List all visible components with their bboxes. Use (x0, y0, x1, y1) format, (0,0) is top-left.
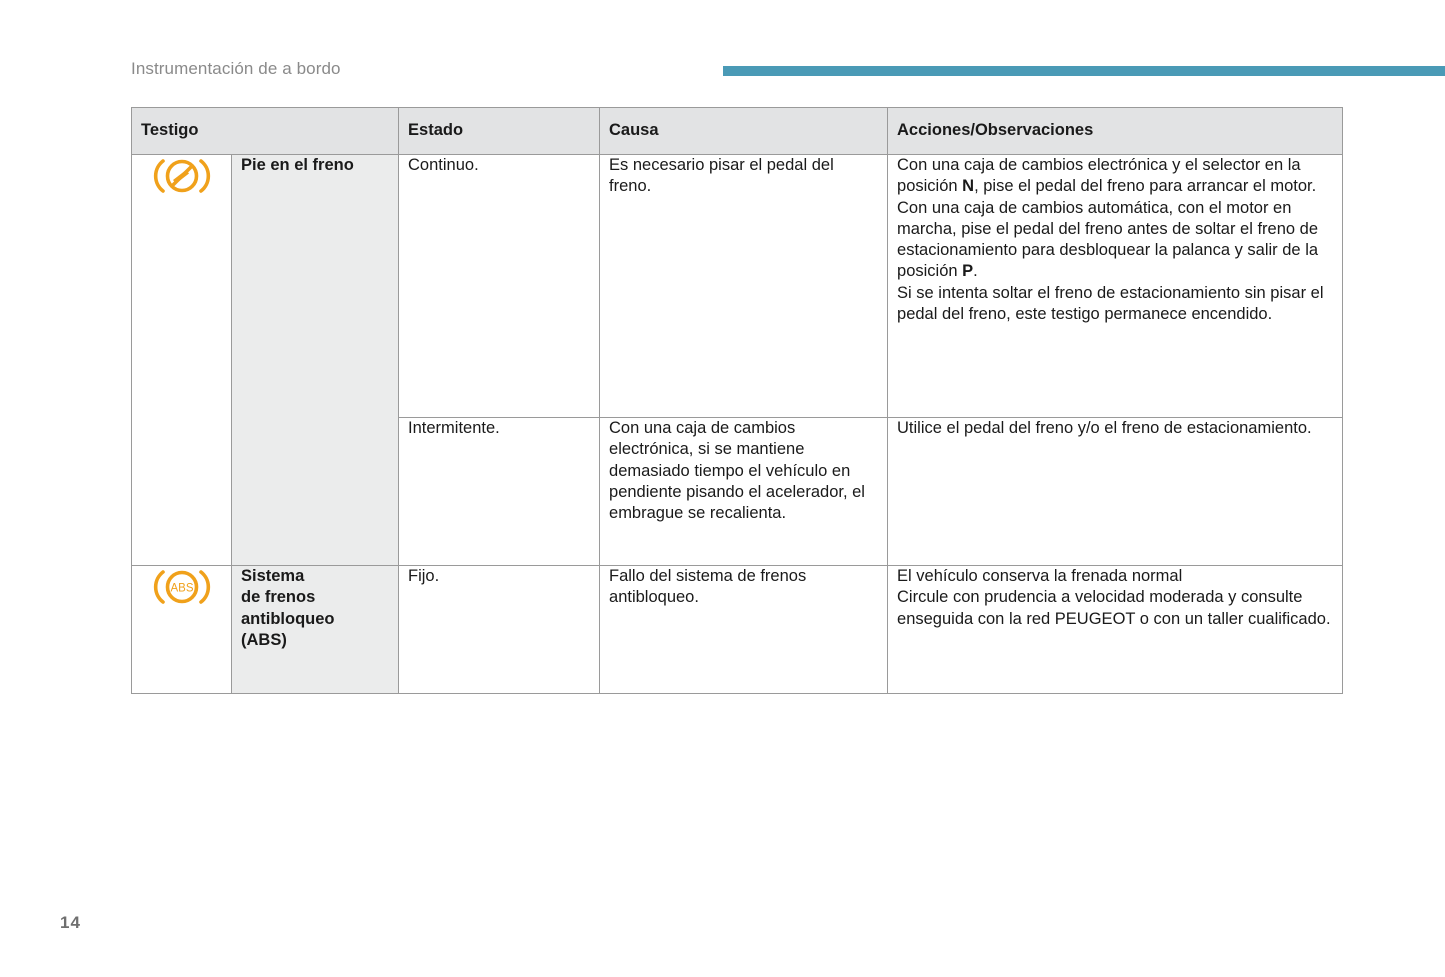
section-title: Instrumentación de a bordo (131, 59, 341, 78)
lamp-name: Pie en el freno (232, 155, 399, 566)
estado-cell: Fijo. (399, 566, 600, 694)
estado-cell: Continuo. (399, 155, 600, 418)
warning-lamps-table (131, 107, 1343, 694)
acciones-paragraph (897, 198, 1333, 283)
acciones-text: , pise el pedal del freno para arrancar el motor. (974, 177, 1317, 196)
lamp-name (232, 566, 399, 694)
lamp-icon-cell (132, 566, 232, 694)
abs-icon-label: ABS (169, 582, 194, 595)
acciones-cell (888, 155, 1343, 418)
lamp-name-line: antibloqueo (241, 609, 335, 628)
selector-position-n: N (962, 177, 975, 196)
causa-cell: Es necesario pisar el pedal del freno. (600, 155, 888, 418)
column-header-acciones: Acciones/Observaciones (888, 108, 1343, 155)
lamp-icon-cell (132, 155, 232, 566)
acciones-text: Con una caja de cambios electrónica y el selector en la posición (897, 156, 1301, 196)
lamp-name-line: (ABS) (241, 630, 287, 649)
acciones-cell: Utilice el pedal del freno y/o el freno de estacionamiento. (888, 418, 1343, 566)
page-number: 14 (60, 913, 81, 932)
table-row (132, 566, 1343, 694)
causa-cell: Fallo del sistema de frenos antibloqueo. (600, 566, 888, 694)
estado-cell: Intermitente. (399, 418, 600, 566)
lamp-name-line: de frenos (241, 588, 316, 607)
column-header-testigo: Testigo (132, 108, 399, 155)
column-header-causa: Causa (600, 108, 888, 155)
acciones-cell (888, 566, 1343, 694)
table-row (132, 155, 1343, 418)
column-header-estado: Estado (399, 108, 600, 155)
header-accent-bar (723, 66, 1445, 76)
lamp-name-line: Sistema (241, 567, 305, 585)
acciones-text: . (973, 262, 978, 281)
acciones-text: Con una caja de cambios automática, con el motor en marcha, pise el pedal del freno antes de soltar el freno de estacionamiento para desbloquear la palanca y salir de la posición (897, 198, 1319, 281)
selector-position-p: P (962, 262, 974, 281)
acciones-paragraph: Circule con prudencia a velocidad moderada y consulte enseguida con la red PEUGEOT o con un taller cualificado. (897, 588, 1331, 628)
acciones-paragraph (897, 155, 1333, 198)
brake-pedal-warning-icon (153, 155, 211, 197)
causa-cell: Con una caja de cambios electrónica, si se mantiene demasiado tiempo el vehículo en pendiente pisando el acelerador, el embrague se recalienta. (600, 418, 888, 566)
acciones-paragraph: Si se intenta soltar el freno de estacionamiento sin pisar el pedal del freno, este testigo permanece encendido. (897, 283, 1324, 324)
acciones-paragraph: El vehículo conserva la frenada normal (897, 567, 1183, 585)
table-header-row (132, 108, 1343, 155)
abs-warning-icon (153, 566, 211, 608)
